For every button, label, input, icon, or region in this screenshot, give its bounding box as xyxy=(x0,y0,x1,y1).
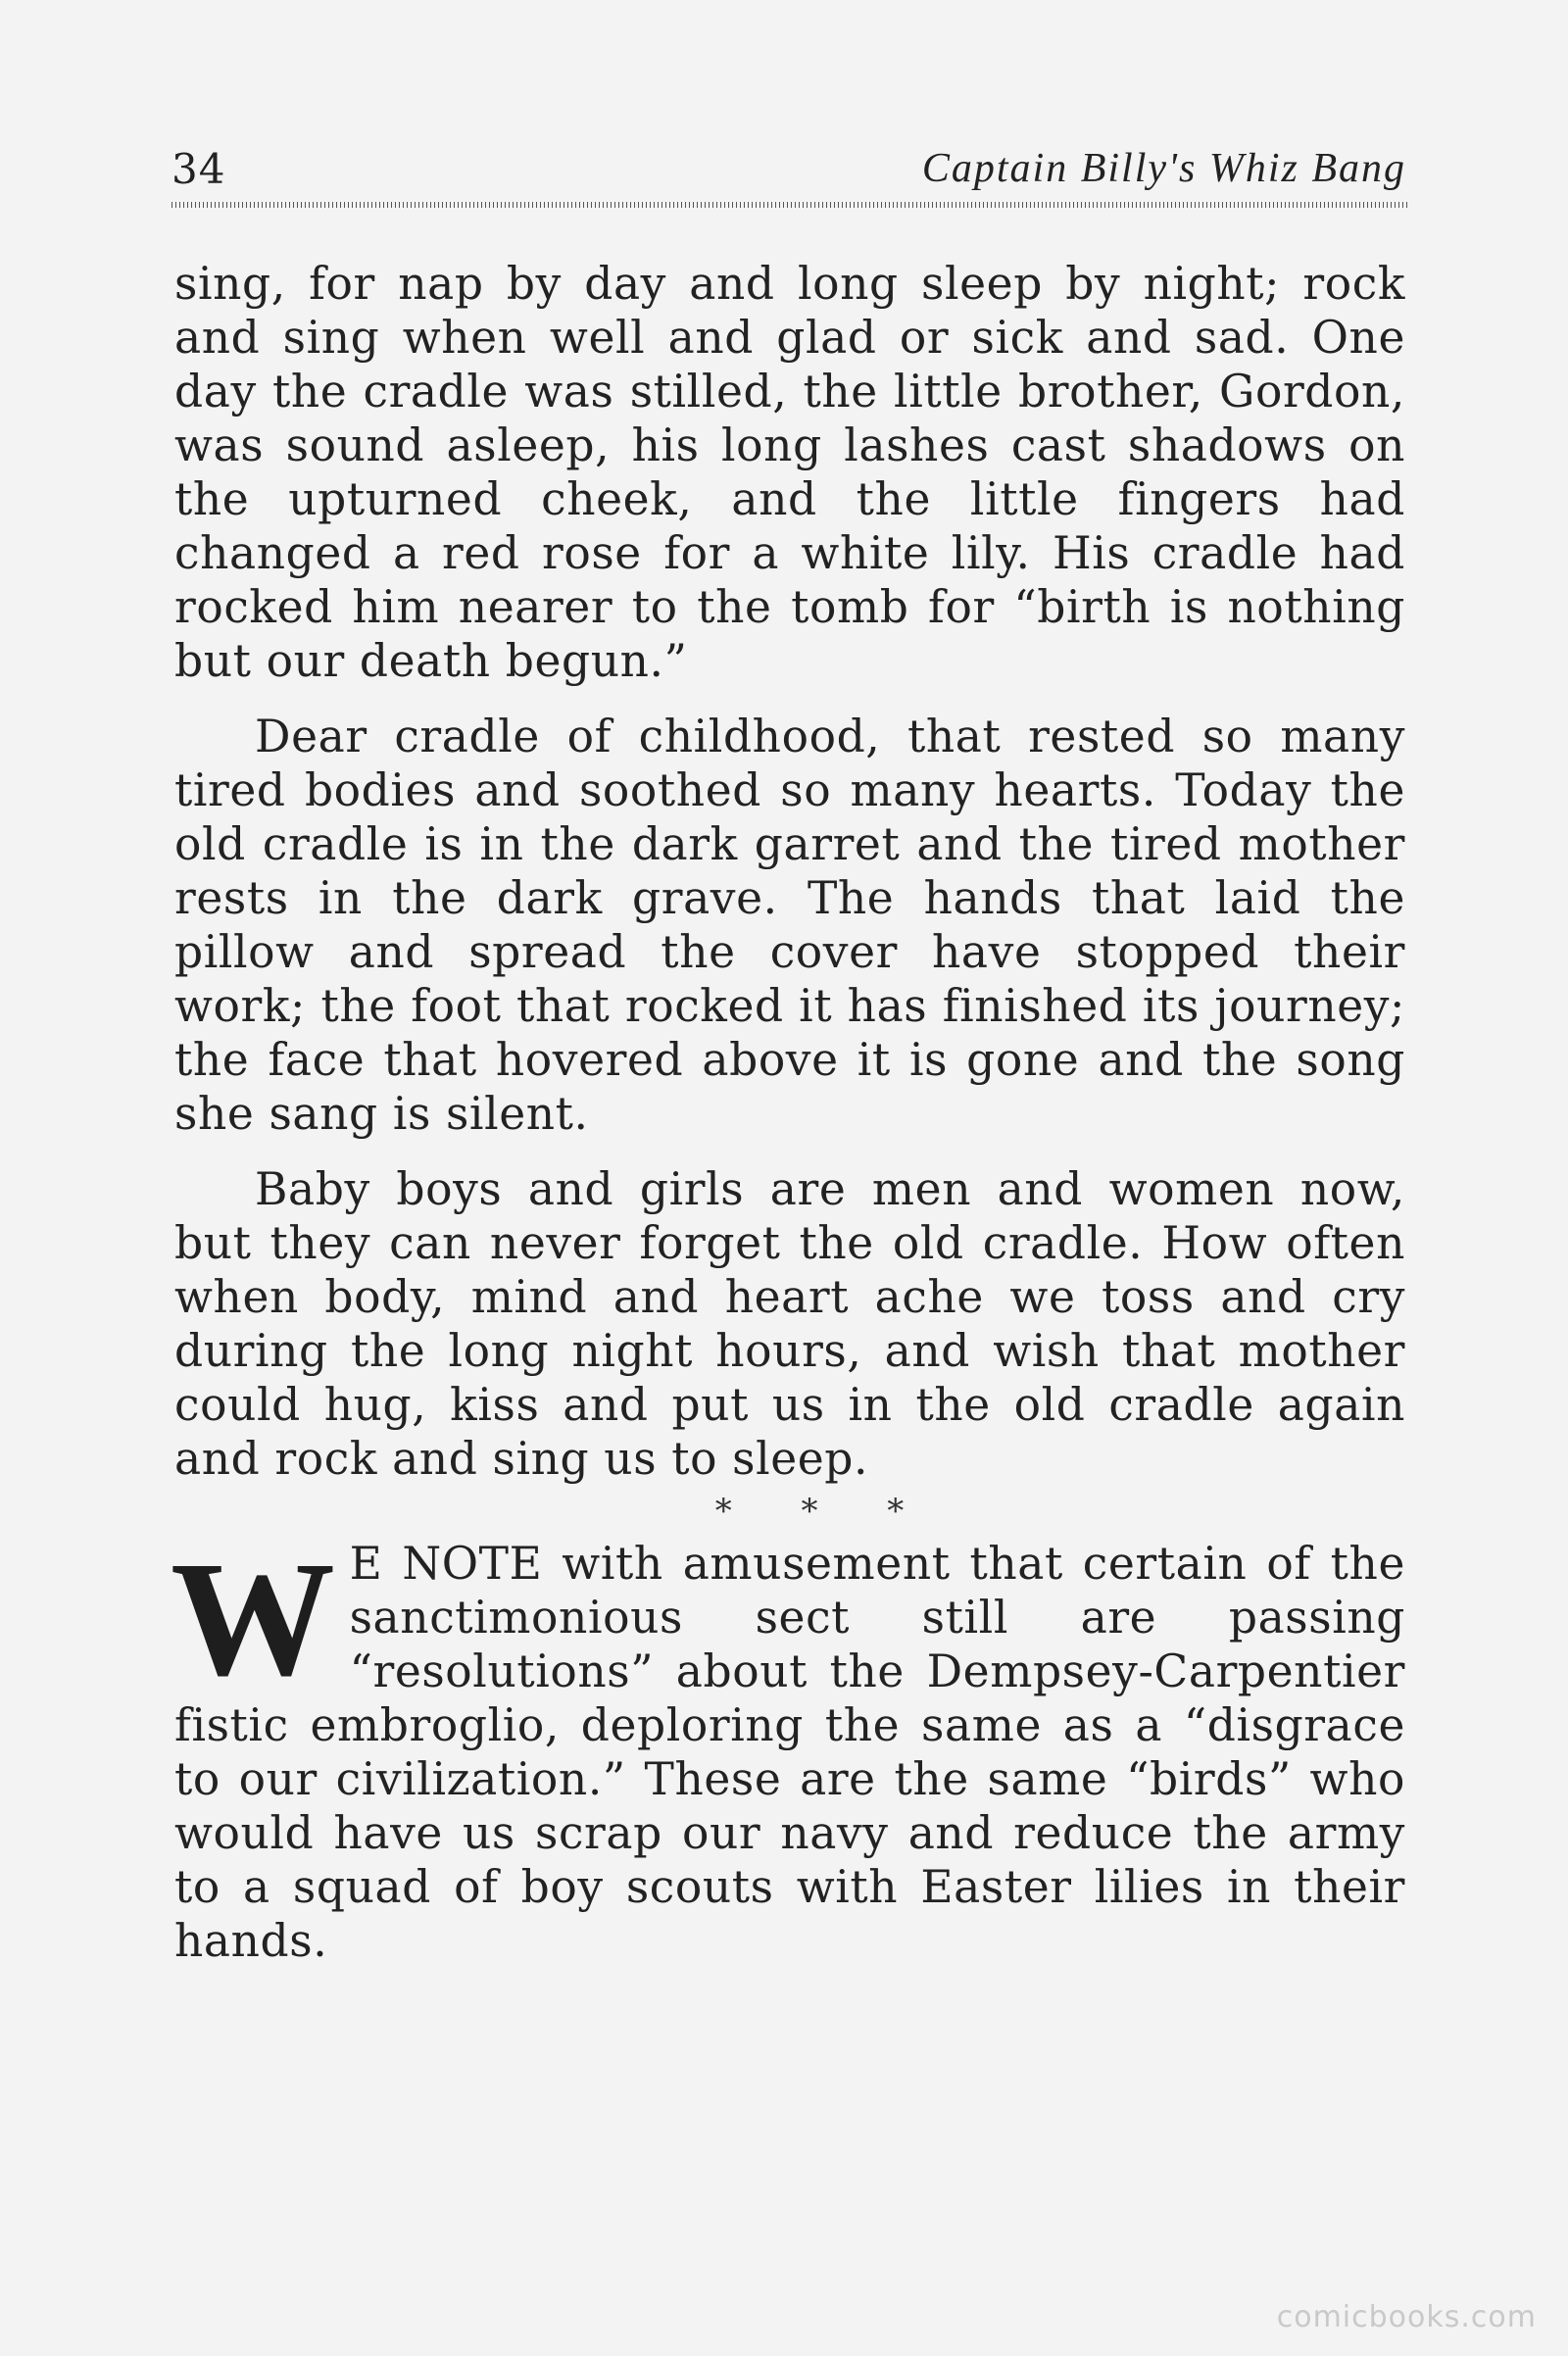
page-number: 34 xyxy=(172,145,226,193)
paragraph-4 xyxy=(171,1528,1405,1968)
running-title: Captain Billy's Whiz Bang xyxy=(921,146,1406,191)
paragraph-4-text: E NOTE with amusement that certain of the sanctimonious sect still are passing “resolutions” about the Dempsey-Carpentier fistic embroglio, deploring the same as a “disgrace to our civilization.” These are the same “birds” who would have us scrap our navy and reduce the army to a squad of boy scouts with Easter lilies in their hands. xyxy=(174,1538,1405,1967)
watermark: comicbooks.com xyxy=(1276,2300,1537,2334)
paragraph-3: Baby boys and girls are men and women now, but they can never forget the old cradle. How often when body, mind and heart ache we toss and cry during the long night hours, and wish that mother could hug, kiss and put us in the old cradle again and rock and sing us to sleep. xyxy=(174,1163,1405,1485)
paragraph-2: Dear cradle of childhood, that rested so many tired bodies and soothed so many hearts. Today the old cradle is in the dark garret and the tired mother rests in the dark grave. The hands that laid the pillow and spread the cover have stopped their work; the foot that rocked it has finished its journey; the face that hovered above it is gone and the song she sang is silent. xyxy=(174,711,1405,1140)
page-header xyxy=(172,137,1406,204)
drop-cap: W xyxy=(171,1528,336,1710)
page-body xyxy=(171,257,1405,1968)
section-separator: * * * xyxy=(714,1492,934,1531)
paragraph-1: sing, for nap by day and long sleep by night; rock and sing when well and glad or sick and sad. One day the cradle was stilled, the little brother, Gordon, was sound asleep, his long lashes cast shadows on the upturned cheek, and the little fingers had changed a red rose for a white lily. His cradle had rocked him nearer to the tomb for “birth is nothing but our death begun.” xyxy=(174,258,1405,687)
header-rule xyxy=(172,202,1408,208)
